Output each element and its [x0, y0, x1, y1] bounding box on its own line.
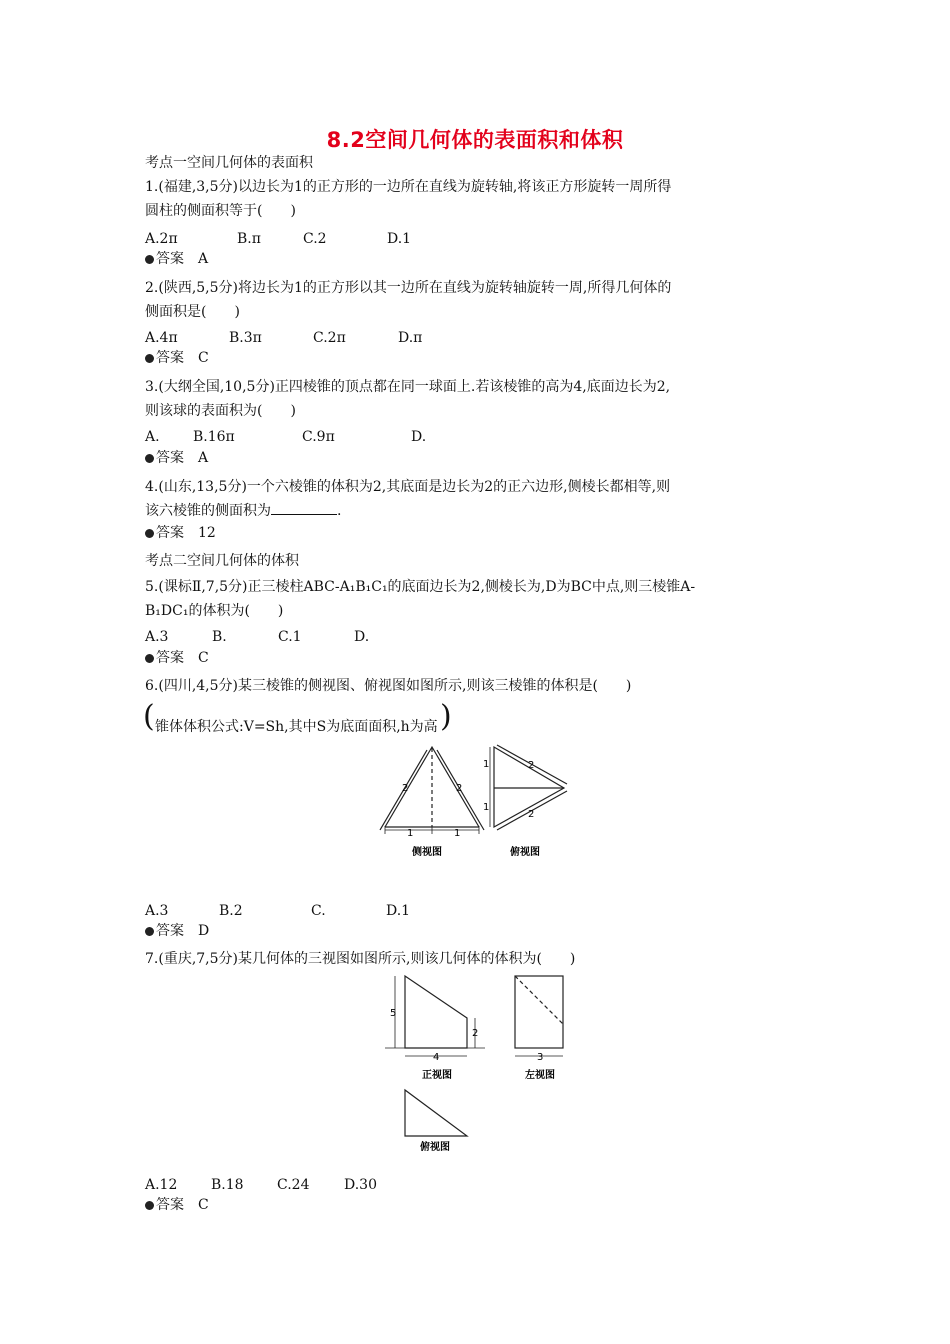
formula-text: 锥体体积公式:V=Sh,其中S为底面面积,h为高 [155, 719, 438, 735]
right-paren: ) [439, 699, 452, 734]
question-1-line-2: 圆柱的侧面积等于( ) [145, 203, 296, 219]
front-view-label: 正视图 [422, 1070, 452, 1081]
option-b: B.16π [193, 429, 235, 445]
option-b: B.18 [211, 1177, 244, 1193]
question-4-answer [145, 523, 216, 543]
dim-label: 2 [456, 783, 463, 794]
answer-label: 答案 [156, 251, 184, 267]
option-c: C.24 [277, 1177, 310, 1193]
option-d: D. [411, 429, 427, 445]
option-a: A.12 [145, 1177, 178, 1193]
question-3-answer [145, 448, 208, 468]
answer-bullet-icon [145, 354, 154, 363]
answer-value: C [198, 650, 209, 666]
option-d: D. [354, 629, 370, 645]
period: . [337, 503, 342, 519]
side-view-label: 侧视图 [412, 847, 442, 858]
top-view-label: 俯视图 [510, 847, 540, 858]
question-1-answer [145, 249, 208, 269]
answer-label: 答案 [156, 1197, 184, 1213]
answer-label: 答案 [156, 923, 184, 939]
option-d: D.30 [344, 1177, 377, 1193]
question-7-answer [145, 1195, 209, 1215]
side-view-diagram [380, 747, 484, 834]
dim-label: 2 [402, 783, 409, 794]
question-2-answer [145, 348, 209, 368]
answer-bullet-icon [145, 255, 154, 264]
question-6-answer [145, 921, 209, 941]
question-4-line-2 [145, 501, 341, 521]
option-d: D.1 [387, 231, 412, 247]
question-7-line-1: 7.(重庆,7,5分)某几何体的三视图如图所示,则该几何体的体积为( ) [145, 951, 576, 967]
section-heading-1: 考点一空间几何体的表面积 [145, 155, 313, 171]
answer-bullet-icon [145, 927, 154, 936]
dim-label: 3 [537, 1052, 544, 1063]
left-paren: ( [143, 699, 155, 734]
question-3-line-2: 则该球的表面积为( ) [145, 403, 296, 419]
question-2-options [145, 328, 422, 348]
option-b: B.3π [229, 330, 262, 346]
option-a: A.3 [145, 903, 169, 919]
answer-label: 答案 [156, 350, 184, 366]
answer-value: C [198, 350, 209, 366]
question-1-options [145, 229, 411, 249]
question-5-answer [145, 648, 209, 668]
question-4-text: 该六棱锥的侧面积为 [145, 503, 271, 519]
question-6-line-1: 6.(四川,4,5分)某三棱锥的侧视图、俯视图如图所示,则该三棱锥的体积是( ) [145, 678, 632, 694]
option-b: B.2 [219, 903, 243, 919]
option-b: B. [212, 629, 227, 645]
option-c: C.2 [303, 231, 327, 247]
answer-label: 答案 [156, 450, 184, 466]
dim-label: 1 [483, 802, 490, 813]
answer-label: 答案 [156, 525, 184, 541]
question-3-line-1: 3.(大纲全国,10,5分)正四棱锥的顶点都在同一球面上.若该棱锥的高为4,底面边长为2, [145, 379, 671, 395]
dim-label: 1 [454, 828, 461, 839]
option-a: A.4π [145, 330, 178, 346]
question-5-options [145, 627, 369, 647]
question-5-line-1: 5.(课标Ⅱ,7,5分)正三棱柱ABC-A₁B₁C₁的底面边长为2,侧棱长为,D为BC中点,则三棱锥A- [145, 579, 696, 595]
question-2-line-2: 侧面积是( ) [145, 304, 240, 320]
dim-label: 2 [472, 1028, 479, 1039]
question-6-figure [370, 742, 580, 862]
answer-value: 12 [198, 525, 216, 541]
answer-value: A [198, 450, 209, 466]
page-title: 8.2空间几何体的表面积和体积 [326, 128, 624, 152]
option-c: C.2π [313, 330, 346, 346]
answer-bullet-icon [145, 529, 154, 538]
option-a: A.3 [145, 629, 169, 645]
option-b: B.π [237, 231, 261, 247]
question-6-options [145, 901, 410, 921]
answer-label: 答案 [156, 650, 184, 666]
option-c: C.9π [302, 429, 335, 445]
section-heading-2: 考点二空间几何体的体积 [145, 553, 299, 569]
question-7-options [145, 1175, 377, 1195]
question-2-line-1: 2.(陕西,5,5分)将边长为1的正方形以其一边所在直线为旋转轴旋转一周,所得几何体的 [145, 280, 672, 296]
dim-label: 1 [483, 759, 490, 770]
option-a: A. [145, 429, 160, 445]
question-4-line-1: 4.(山东,13,5分)一个六棱锥的体积为2,其底面是边长为2的正六边形,侧棱长都相等,则 [145, 479, 671, 495]
question-5-line-2: B₁DC₁的体积为( ) [145, 603, 284, 619]
answer-blank [271, 502, 337, 515]
dim-label: 4 [433, 1052, 440, 1063]
top-view-diagram [405, 1090, 467, 1136]
dim-label: 2 [528, 809, 535, 820]
top-view-label: 俯视图 [420, 1142, 450, 1153]
dim-label: 2 [528, 760, 535, 771]
option-a: A.2π [145, 231, 178, 247]
front-view-diagram [385, 976, 485, 1056]
answer-value: D [198, 923, 210, 939]
question-3-options [145, 427, 426, 447]
option-d: D.1 [386, 903, 411, 919]
question-6-formula [143, 699, 452, 737]
answer-bullet-icon [145, 1201, 154, 1210]
question-1-line-1: 1.(福建,3,5分)以边长为1的正方形的一边所在直线为旋转轴,将该正方形旋转一周所得 [145, 179, 672, 195]
left-view-diagram [515, 976, 563, 1056]
answer-bullet-icon [145, 654, 154, 663]
answer-value: A [198, 251, 209, 267]
option-c: C. [311, 903, 326, 919]
left-view-label: 左视图 [525, 1070, 555, 1081]
option-c: C.1 [278, 629, 302, 645]
answer-value: C [198, 1197, 209, 1213]
question-7-figure [380, 968, 580, 1158]
dim-label: 1 [407, 828, 414, 839]
answer-bullet-icon [145, 454, 154, 463]
dim-label: 5 [390, 1008, 397, 1019]
option-d: D.π [398, 330, 423, 346]
